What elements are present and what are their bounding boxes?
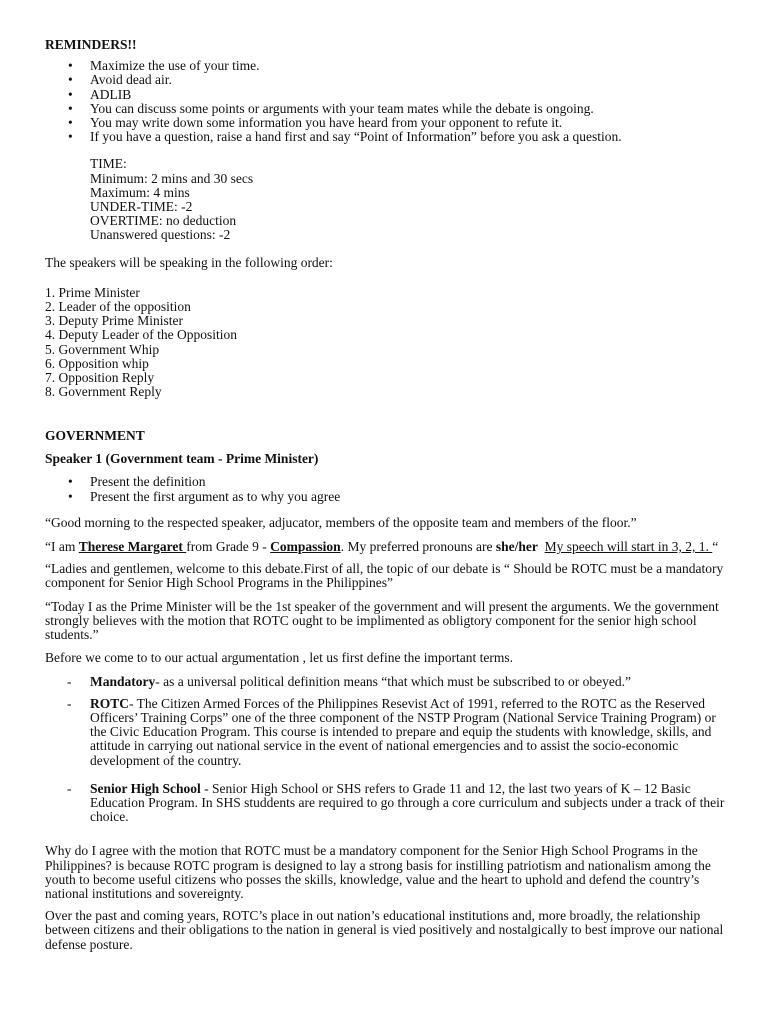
list-item: • Avoid dead air. [45, 73, 725, 87]
introduction-paragraph [45, 540, 725, 554]
speaker-order-list [45, 286, 725, 400]
time-undertime: UNDER-TIME: -2 [90, 199, 193, 215]
order-intro: The speakers will be speaking in the following order: [45, 254, 333, 270]
section-name: Compassion [270, 539, 341, 555]
definition-term: ROTC [90, 695, 130, 711]
list-item: 3. Deputy Prime Minister [45, 313, 183, 329]
list-item: • You can discuss some points or arguments with your team mates while the debate is ongoing. [45, 102, 725, 116]
list-item: 7. Opposition Reply [45, 370, 155, 386]
welcome-paragraph: “Ladies and gentlemen, welcome to this debate.First of all, the topic of our debate is “ Should be ROTC must be a mandatory component for Senior High School Programs in the Philippines” [45, 561, 724, 591]
definition-text: - as a universal political definition means “that which must be subscribed to or obeyed.” [155, 673, 631, 689]
before-paragraph: Before we come to to our actual argumentation , let us first define the important terms. [45, 650, 513, 666]
speaker-heading: Speaker 1 (Government team - Prime Minister) [45, 450, 319, 466]
list-item: • If you have a question, raise a hand first and say “Point of Information” before you ask a question. [45, 130, 725, 144]
government-heading: GOVERNMENT [45, 428, 145, 444]
list-item: • Present the definition [45, 474, 725, 489]
intro-pronoun-label: . My preferred pronouns are [340, 539, 496, 555]
intro-gap [538, 539, 545, 554]
list-item: • Maximize the use of your time. [45, 59, 725, 73]
list-item: 4. Deputy Leader of the Opposition [45, 327, 237, 343]
list-item: • You may write down some information you have heard from your opponent to refute it. [45, 116, 725, 130]
pronouns: she/her [495, 539, 538, 555]
list-item: 1. Prime Minister [45, 284, 140, 300]
list-item: 8. Government Reply [45, 384, 162, 400]
today-paragraph: “Today I as the Prime Minister will be the 1st speaker of the government and will present the arguments. We the government strongly believes with the motion that ROTC ought to be implimented as obligtory component for the senior high school students.” [45, 598, 719, 643]
list-item: • Present the first argument as to why you agree [45, 489, 725, 504]
over-paragraph: Over the past and coming years, ROTC’s place in out nation’s educational institutions and, more broadly, the relationship between citizens and their obligations to the nation in general is vied positively and nostalgically to best improve our national defense posture. [45, 908, 724, 952]
document-page [45, 38, 725, 952]
definition-text: - Senior High School or SHS refers to Grade 11 and 12, the last two years of K – 12 Basic Education Program. In SHS studdents are required to go through a core curriculum and subjects under a track of their choice. [90, 780, 725, 825]
intro-grade: from Grade 9 - [186, 539, 271, 555]
time-unanswered: Unanswered questions: -2 [90, 227, 231, 243]
time-minimum: Minimum: 2 mins and 30 secs [90, 170, 254, 186]
why-paragraph: Why do I agree with the motion that ROTC must be a mandatory component for the Senior High School Programs in the Philippines? is because ROTC program is designed to lay a strong basis for instilling patriotism and nationalism among the youth to become useful citizens who posses the skills, knowledge, value and the heart to uphold and defend the country’s national institutions and sovereignty. [45, 843, 711, 901]
time-overtime: OVERTIME: no deduction [90, 213, 237, 229]
definition-item [45, 782, 725, 825]
definition-term: Mandatory [90, 673, 156, 689]
definitions-list [45, 675, 725, 825]
speech-start: My speech will start in 3, 2, 1. [544, 539, 713, 555]
definition-term: Senior High School [90, 780, 201, 796]
definition-text: - The Citizen Armed Forces of the Philippines Resevist Act of 1991, referred to the ROTC as the Reserved Officers’ Training Corps” one of the three component of the NSTP Program (National Service Training Program) or the Civic Education Program. This course is intended to prepare and equip the students with knowledge, skills, and attitude in carrying out national service in the event of national emergencies and to assist the socio-economic development of the country. [90, 695, 716, 768]
list-item: • ADLIB [45, 88, 725, 102]
speaker-duties-list [45, 474, 725, 504]
intro-end: “ [712, 539, 719, 555]
definition-item [45, 697, 725, 768]
list-item: 2. Leader of the opposition [45, 299, 191, 315]
reminders-heading: REMINDERS!! [45, 37, 137, 52]
time-rules [45, 157, 725, 242]
reminders-list [45, 59, 725, 144]
intro-pre: “I am [45, 539, 79, 555]
definition-item [45, 675, 725, 689]
list-item: 6. Opposition whip [45, 355, 149, 371]
speaker-name: Therese Margaret [78, 539, 187, 555]
greeting-paragraph: “Good morning to the respected speaker, adjucator, members of the opposite team and members of the floor.” [45, 514, 637, 530]
time-label: TIME: [90, 156, 127, 172]
time-maximum: Maximum: 4 mins [90, 184, 190, 200]
list-item: 5. Government Whip [45, 341, 160, 357]
